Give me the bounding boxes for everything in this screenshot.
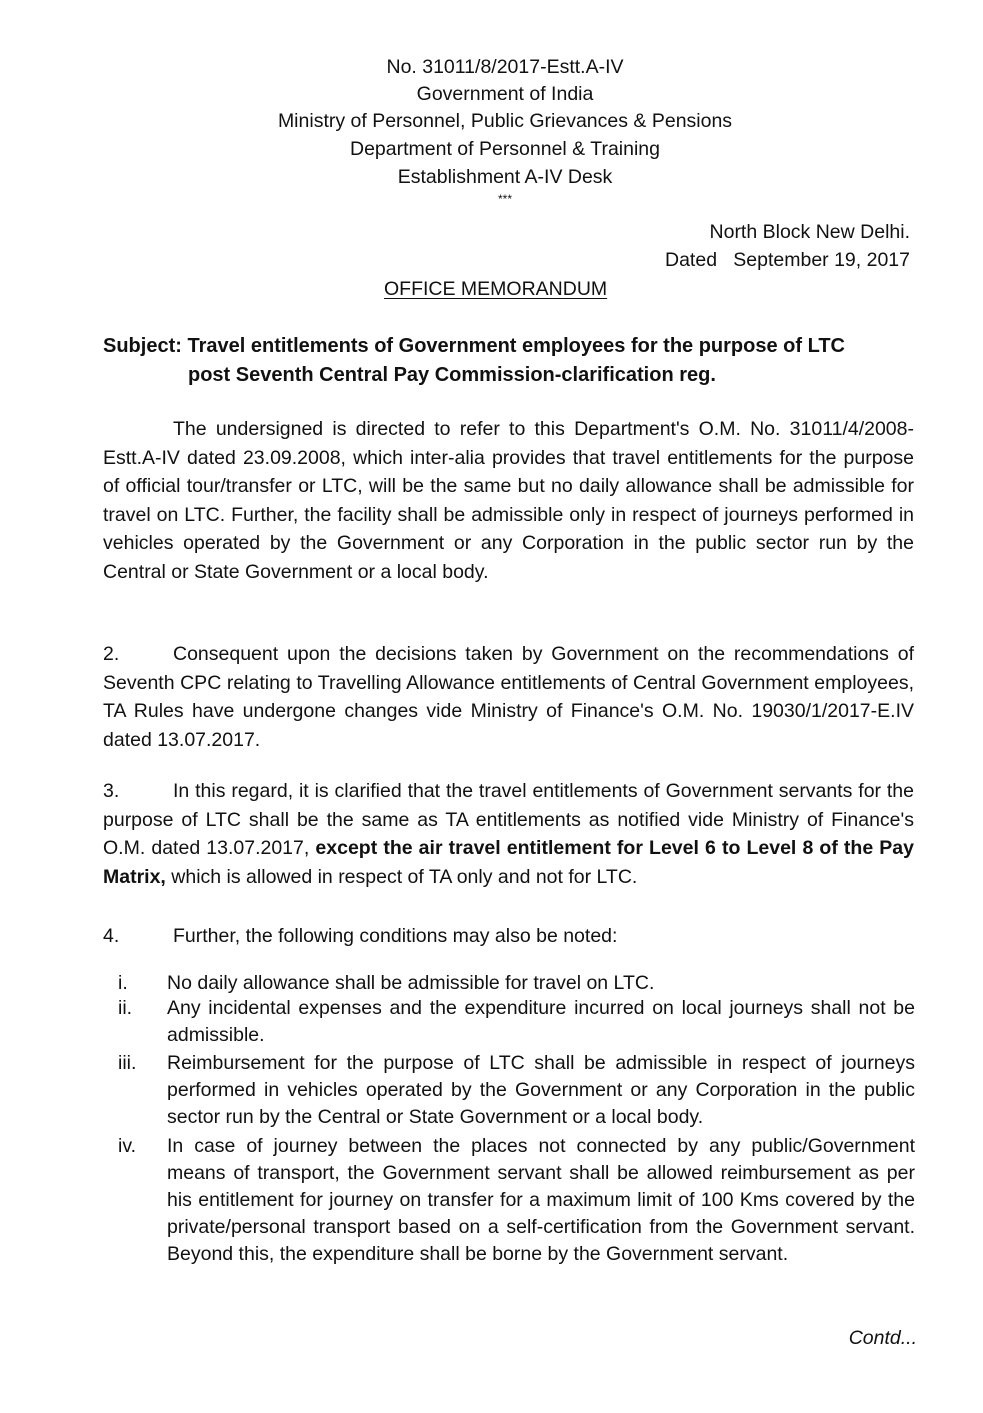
paragraph-4-number: 4. [103,925,120,947]
condition-item [118,995,915,1049]
separator-stars: *** [497,192,512,206]
condition-text: Any incidental expenses and the expenditure incurred on local journeys shall not be admissible. [167,997,915,1046]
condition-text: No daily allowance shall be admissible for travel on LTC. [167,972,655,994]
condition-text: Reimbursement for the purpose of LTC shall be admissible in respect of journeys performed in vehicles operated by the Government or any Corporation in the public sector run by the Central or State Government or a local body. [167,1052,915,1128]
place: North Block New Delhi. [709,221,910,243]
paragraph-1: The undersigned is directed to refer to this Department's O.M. No. 31011/4/2008-Estt.A-IV dated 23.09.2008, which inter-alia provides that travel entitlements for the purpose of official tour/transfer or LTC, will be the same but no daily allowance shall be admissible for travel on LTC. Further, the facility shall be admissible only in respect of journeys performed in vehicles operated by the Government or any Corporation in the public sector run by the Central or State Government or a local body. [103,418,914,583]
paragraph-4 [103,922,914,951]
document-title [384,278,607,301]
condition-number: ii. [118,997,133,1019]
subject-line1: Travel entitlements of Government employees for the purpose of LTC [187,335,845,357]
paragraph-2 [103,640,914,754]
desk: Establishment A-IV Desk [397,166,613,188]
government: Government of India [416,83,594,105]
condition-item [118,1050,915,1131]
paragraph-3 [103,777,914,891]
om-number: No. 31011/8/2017-Estt.A-IV [386,56,624,78]
subject-label: Subject: [103,335,182,357]
subject [103,332,914,390]
paragraph-3-bold: except the air travel entitlement for Level 6 to Level 8 of the Pay Matrix, [103,837,914,888]
condition-item [118,1133,915,1268]
condition-text: In case of journey between the places not connected by any public/Government means of transport, the Government servant shall be allowed reimbursement as per his entitlement for journey on transfer for a maximum limit of 100 Kms covered by the private/personal transport based on a self-certification from the Government servant. Beyond this, the expenditure shall be borne by the Government servant. [167,1135,915,1265]
condition-item [118,970,915,997]
condition-number: iv. [118,1135,137,1157]
paragraph-2-text: Consequent upon the decisions taken by Government on the recommendations of Seventh CPC relating to Travelling Allowance entitlements of Central Government employees, TA Rules have undergone changes vide Ministry of Finance's O.M. No. 19030/1/2017-E.IV dated 13.07.2017. [103,643,914,751]
department: Department of Personnel & Training [349,138,660,160]
paragraph-3-text-b: which is allowed in respect of TA only and not for LTC. [171,865,638,888]
title-text: OFFICE MEMORANDUM [384,278,608,300]
continued-note: Contd... [848,1327,917,1349]
date: Dated September 19, 2017 [665,249,910,271]
subject-line2: post Seventh Central Pay Commission-clarification reg. [188,364,716,386]
paragraph-3-number: 3. [103,780,120,802]
condition-number: i. [118,972,128,994]
condition-number: iii. [118,1052,137,1074]
paragraph-3-text-a: In this regard, it is clarified that the travel entitlements of Government servants for the purpose of LTC shall be the same as TA entitlements as notified vide Ministry of Finance's O.M. dated 13.07.2017, [103,780,914,859]
ministry: Ministry of Personnel, Public Grievances & Pensions [277,110,733,132]
paragraph-4-text: Further, the following conditions may also be noted: [173,925,618,947]
paragraph-2-number: 2. [103,643,120,665]
